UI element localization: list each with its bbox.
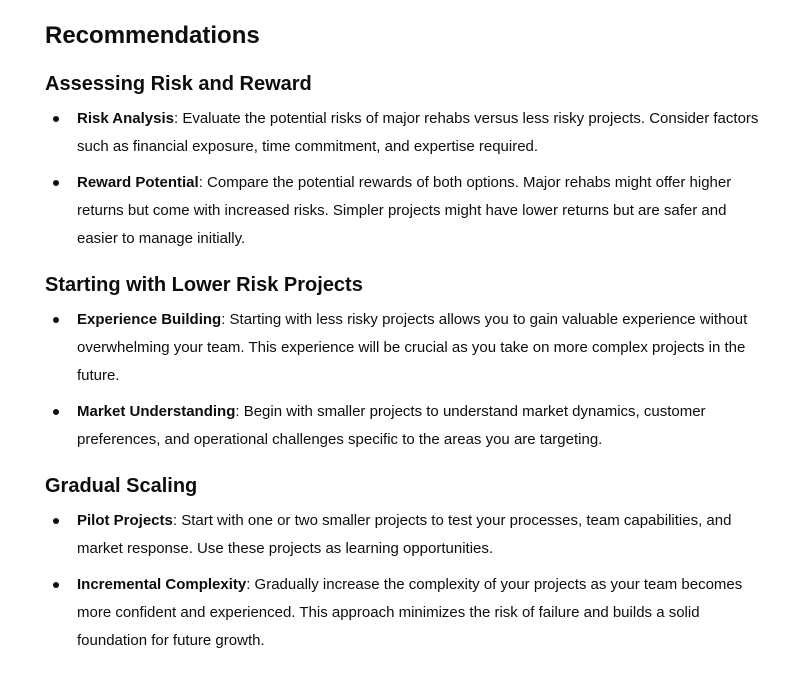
section-heading: Gradual Scaling bbox=[45, 475, 198, 497]
list-item bbox=[45, 105, 769, 161]
item-text: : Begin with smaller projects to understand market dynamics, customer preferences, and operational challenges specific to the areas you are targeting. bbox=[77, 403, 706, 448]
bullet-icon bbox=[53, 116, 59, 122]
bullet-icon bbox=[53, 317, 59, 323]
section-assessing-risk-and-reward bbox=[45, 71, 769, 253]
bullet-icon bbox=[53, 582, 59, 588]
item-text: : Gradually increase the complexity of your projects as your team becomes more confident and experienced. This approach minimizes the risk of failure and builds a solid foundation for future growth. bbox=[77, 576, 743, 649]
section-starting-with-lower-risk-projects bbox=[45, 272, 769, 454]
item-term: Risk Analysis bbox=[77, 110, 174, 127]
item-term: Market Understanding bbox=[77, 403, 236, 420]
bullet-list bbox=[45, 306, 769, 454]
list-item bbox=[45, 398, 769, 454]
item-term: Experience Building bbox=[77, 311, 222, 328]
bullet-list bbox=[45, 105, 769, 253]
bullet-list bbox=[45, 507, 769, 655]
section-heading: Assessing Risk and Reward bbox=[45, 73, 312, 95]
page-title: Recommendations bbox=[45, 22, 260, 49]
item-text: : Starting with less risky projects allows you to gain valuable experience without overwhelming your team. This experience will be crucial as you take on more complex projects in the future. bbox=[77, 311, 748, 384]
item-term: Pilot Projects bbox=[77, 512, 173, 529]
section-heading: Starting with Lower Risk Projects bbox=[45, 274, 363, 296]
section-gradual-scaling bbox=[45, 473, 769, 655]
item-text: : Compare the potential rewards of both options. Major rehabs might offer higher returns but come with increased risks. Simpler projects might have lower returns but are safer and easier to manage initially. bbox=[77, 174, 732, 247]
item-text: : Start with one or two smaller projects to test your processes, team capabilities, and market response. Use these projects as learning opportunities. bbox=[77, 512, 732, 557]
item-term: Reward Potential bbox=[77, 174, 199, 191]
list-item bbox=[45, 306, 769, 390]
bullet-icon bbox=[53, 518, 59, 524]
item-term: Incremental Complexity bbox=[77, 576, 247, 593]
item-text: : Evaluate the potential risks of major rehabs versus less risky projects. Consider factors such as financial exposure, time commitment, and expertise required. bbox=[77, 110, 759, 155]
list-item bbox=[45, 507, 769, 563]
bullet-icon bbox=[53, 409, 59, 415]
bullet-icon bbox=[53, 180, 59, 186]
list-item bbox=[45, 571, 769, 655]
list-item bbox=[45, 169, 769, 253]
